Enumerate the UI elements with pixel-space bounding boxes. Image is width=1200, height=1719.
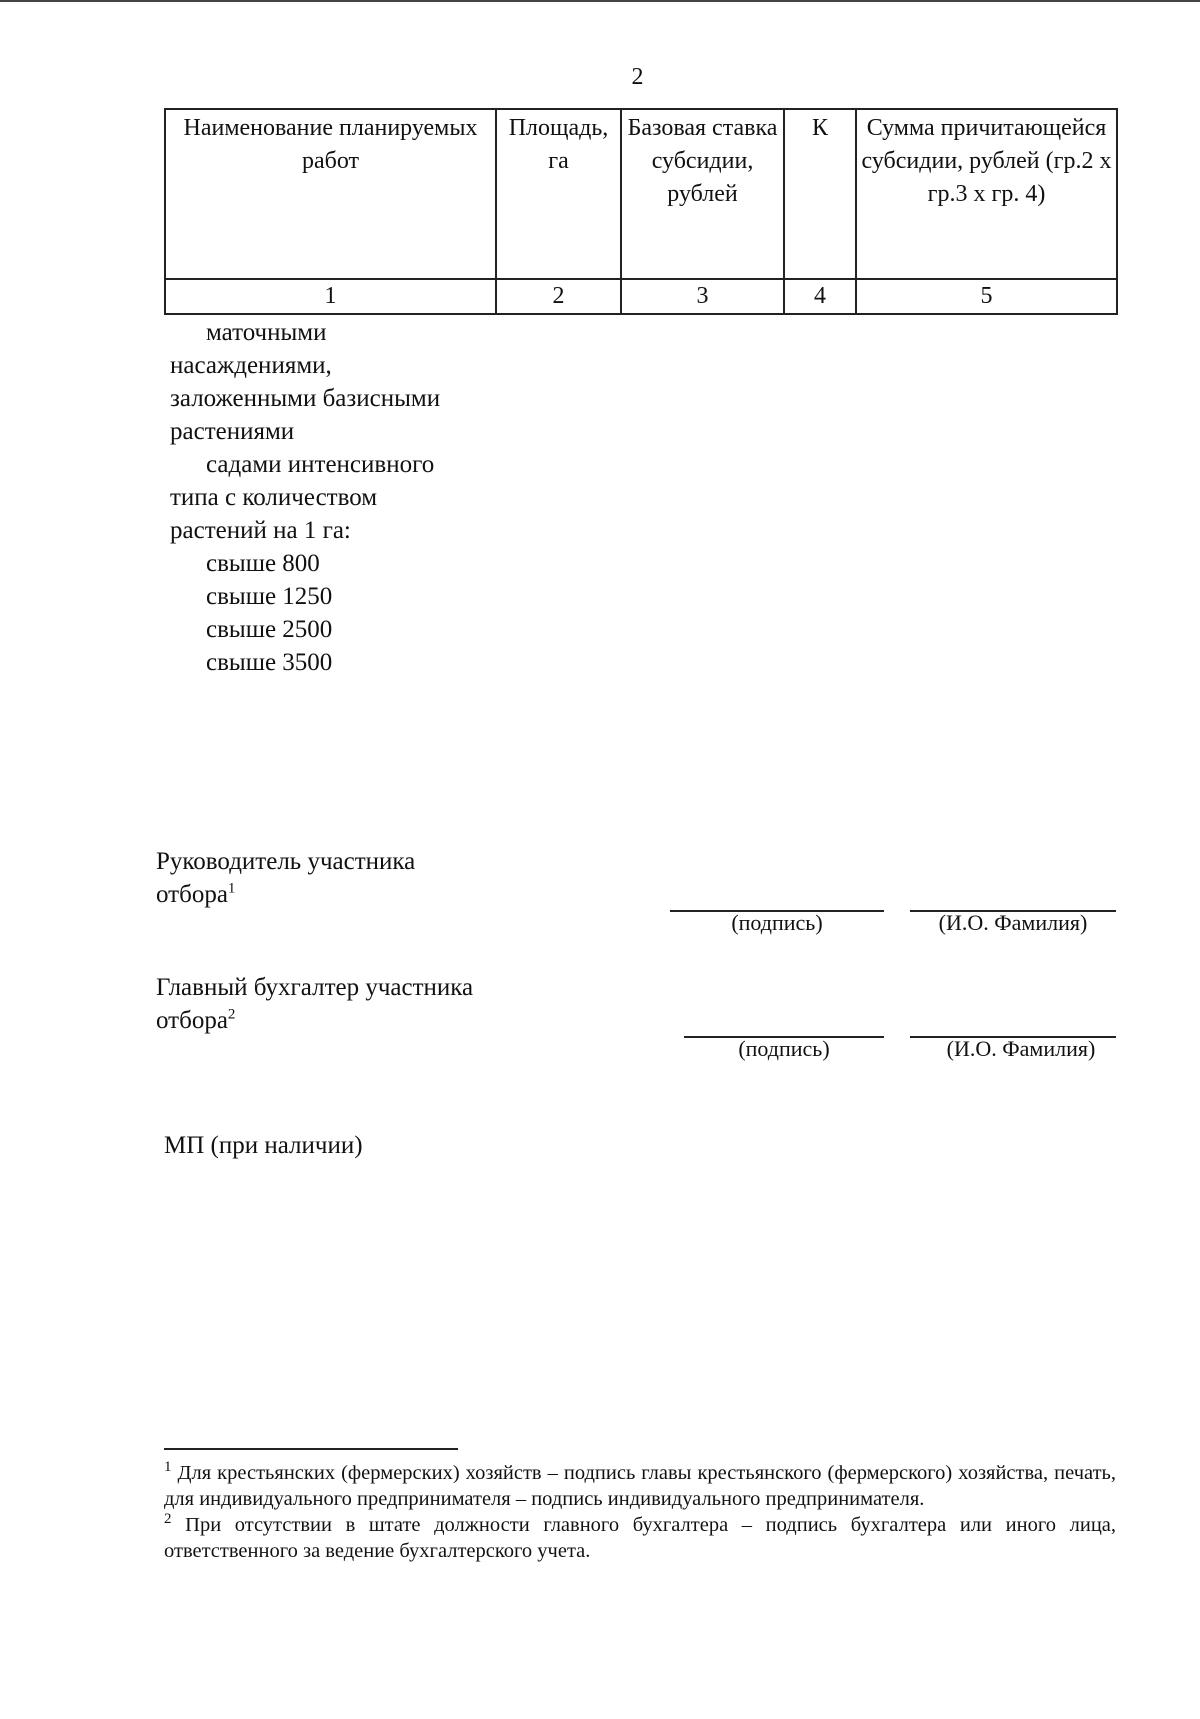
work-line: маточными	[206, 319, 327, 346]
head-signature-caption: (подпись)	[731, 910, 823, 935]
chief-accountant-signature-label	[156, 971, 576, 1037]
footnote-mark: 2	[227, 1006, 236, 1023]
column-number: 2	[496, 279, 621, 314]
stamp-placeholder: МП (при наличии)	[164, 1132, 363, 1159]
header-subsidy-sum: Сумма причитающейся субсидии, рублей (гр.2 х гр.3 х гр. 4)	[856, 109, 1117, 279]
work-line: свыше 1250	[206, 583, 333, 610]
subsidy-table	[164, 108, 1118, 315]
head-title-line2: отбора$^1$	[156, 880, 236, 908]
work-line: заложенными базисными	[170, 385, 441, 412]
table-header-row	[165, 109, 1117, 279]
chief-name-caption: (И.О. Фамилия)	[946, 1036, 1096, 1061]
chief-title-line: Главный бухгалтер участника	[156, 974, 474, 1001]
work-line: садами интенсивного	[206, 451, 435, 478]
work-line: растений на 1 га:	[170, 517, 351, 544]
page-number: 2	[631, 64, 644, 90]
footnote-1: $^1$ Для крестьянских (фермерских) хозяйств – подпись главы крестьянского (фермерского) хозяйства, печать, для индивидуального предпринимателя – подпись индивидуального предпринимателя.	[164, 1459, 1117, 1510]
chief-signature-caption: (подпись)	[738, 1036, 830, 1061]
column-number: 5	[856, 279, 1117, 314]
work-line: типа с количеством	[170, 484, 378, 511]
head-signature-label	[156, 845, 576, 911]
footnote-mark: 1	[227, 880, 236, 897]
head-title-line: Руководитель участника	[156, 848, 416, 875]
work-line: свыше 800	[206, 550, 320, 577]
chief-title-line2: отбора$^2$	[156, 1006, 236, 1034]
work-line: растениями	[170, 418, 295, 445]
column-number-row	[165, 279, 1117, 314]
work-line: свыше 3500	[206, 649, 333, 676]
header-work-name: Наименование планируемых работ	[165, 109, 496, 279]
footnote-mark: 1	[164, 1459, 172, 1476]
header-base-rate: Базовая ставка субсидии, рублей	[621, 109, 784, 279]
header-area: Площадь, га	[496, 109, 621, 279]
footnote-2: $^2$ При отсутствии в штате должности главного бухгалтера – подпись бухгалтера или иного лица, ответственного за ведение бухгалтерского учета.	[164, 1511, 1117, 1562]
planned-works-list	[170, 316, 510, 679]
work-line: свыше 2500	[206, 616, 333, 643]
footnote-separator	[164, 1448, 458, 1450]
work-line: насаждениями,	[170, 352, 332, 379]
footnotes	[164, 1460, 1116, 1564]
footnote-mark: 2	[164, 1511, 172, 1528]
header-coefficient: К	[784, 109, 856, 279]
column-number: 3	[621, 279, 784, 314]
column-number: 1	[165, 279, 496, 314]
column-number: 4	[784, 279, 856, 314]
head-name-caption: (И.О. Фамилия)	[938, 910, 1088, 935]
scan-top-edge	[0, 0, 1200, 2]
